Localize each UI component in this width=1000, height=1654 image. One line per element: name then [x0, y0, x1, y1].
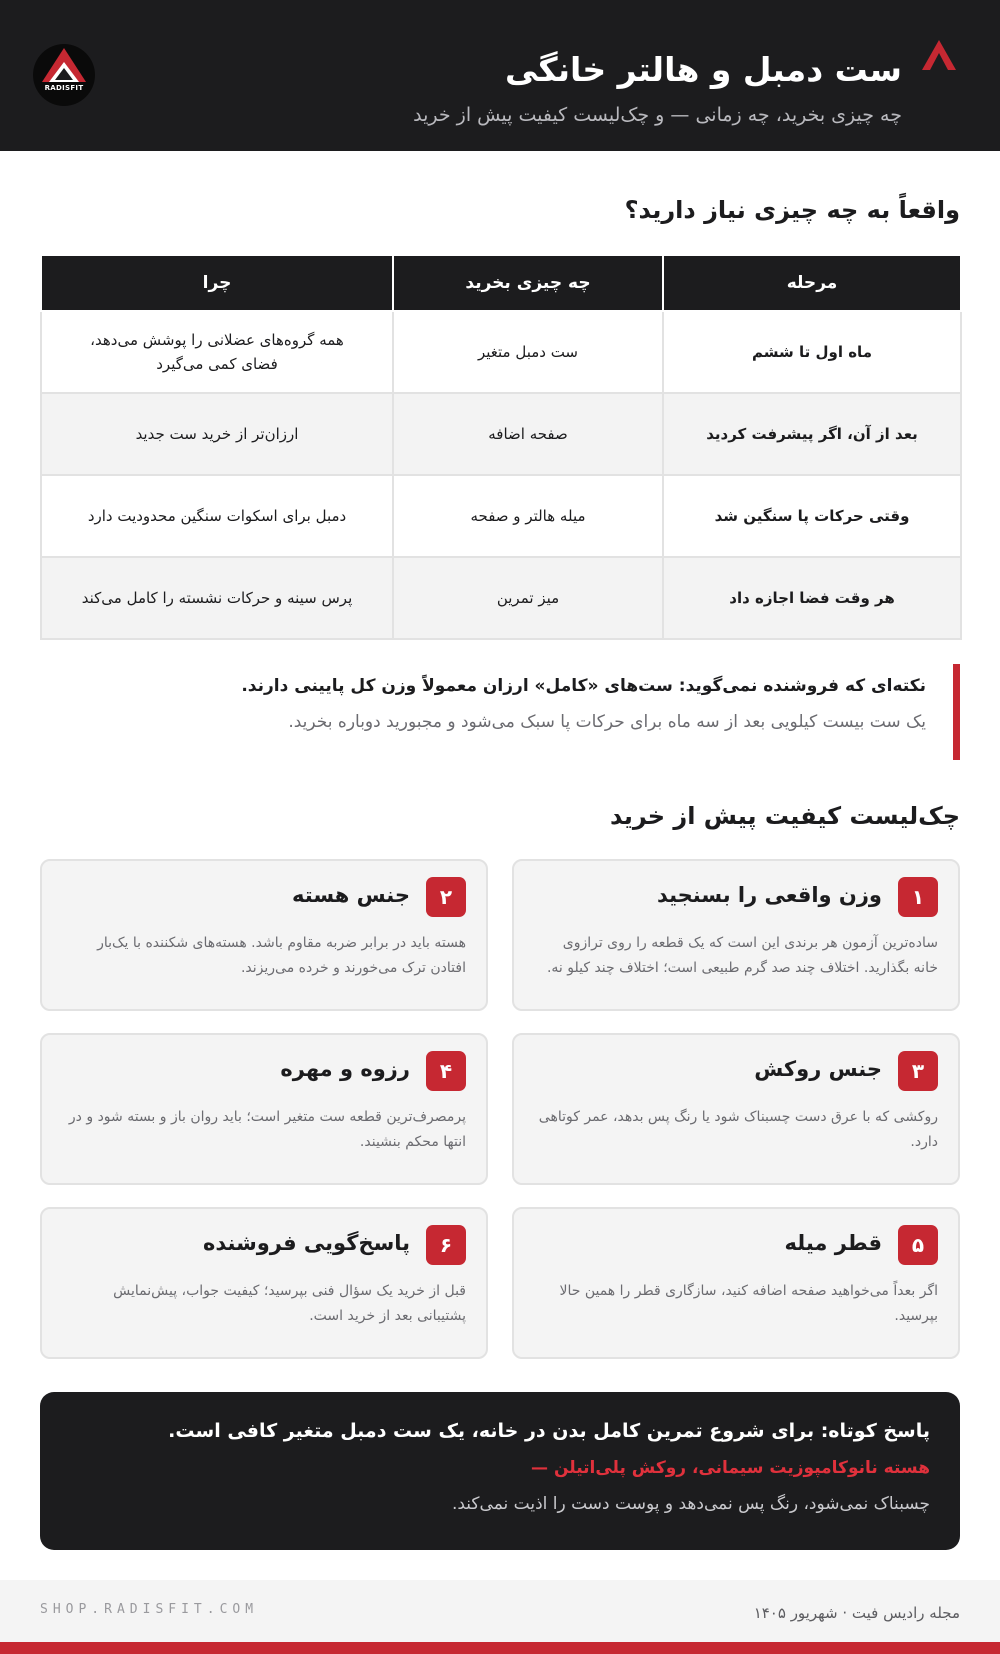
step-number-badge: ۱ — [898, 877, 938, 917]
stage-cell: وقتی حرکات پا سنگین شد — [663, 475, 961, 557]
card-body: روکشی که با عرق دست چسبناک شود یا رنگ پس بدهد، عمر کوتاهی دارد. — [538, 1109, 938, 1150]
step-number-badge: ۵ — [898, 1225, 938, 1265]
page-subtitle: چه چیزی بخرید، چه زمانی — و چک‌لیست کیفیت پیش از خرید — [413, 104, 902, 126]
card-body: پرمصرف‌ترین قطعه ست متغیر است؛ باید روان باز و بسته شود و در انتها محکم بنشیند. — [68, 1109, 466, 1150]
brand-chevron-icon — [922, 40, 956, 74]
step-number-badge: ۴ — [426, 1051, 466, 1091]
seller-note-callout — [40, 664, 960, 760]
bottom-accent-bar — [0, 1642, 1000, 1654]
short-answer-box — [40, 1392, 960, 1550]
card-title: رزوه و مهره — [280, 1057, 410, 1081]
step-number-badge: ۶ — [426, 1225, 466, 1265]
checklist-card — [512, 859, 960, 1011]
stage-cell: هر وقت فضا اجازه داد — [663, 557, 961, 639]
buy-cell: میز تمرین — [393, 557, 663, 639]
logo-mountain-icon — [33, 44, 95, 106]
column-header-stage: مرحله — [663, 255, 961, 311]
answer-body: چسبناک نمی‌شود، رنگ پس نمی‌دهد و پوست دست را اذیت نمی‌کند. — [451, 1494, 930, 1514]
column-header-why: چرا — [41, 255, 393, 311]
table-row — [41, 393, 961, 475]
needs-section-title: واقعاً به چه چیزی نیاز دارید؟ — [624, 196, 960, 224]
note-body: یک ست بیست کیلویی بعد از سه ماه برای حرکات پا سبک می‌شود و مجبورید دوباره بخرید. — [288, 712, 926, 732]
card-title: قطر میله — [784, 1231, 882, 1255]
page-title: ست دمبل و هالتر خانگی — [505, 50, 902, 89]
magazine-issue: مجله رادیس فیت · شهریور ۱۴۰۵ — [753, 1604, 960, 1622]
note-title: نکته‌ای که فروشنده نمی‌گوید: ست‌های «کامل» ارزان معمولاً وزن کل پایینی دارند. — [241, 676, 926, 696]
table-header-row — [41, 255, 961, 311]
answer-highlight: هسته نانوکامپوزیت سیمانی، روکش پلی‌اتیلن — — [531, 1458, 930, 1478]
buy-cell: ست دمبل متغیر — [393, 311, 663, 393]
card-body: هسته باید در برابر ضربه مقاوم باشد. هسته‌های شکننده با یک‌بار افتادن ترک می‌خورند و خرده می‌ریزند. — [97, 935, 466, 976]
checklist-card — [40, 1033, 488, 1185]
buy-cell: صفحه اضافه — [393, 393, 663, 475]
step-number-badge: ۳ — [898, 1051, 938, 1091]
page-footer — [0, 1580, 1000, 1642]
step-number-badge: ۲ — [426, 877, 466, 917]
needs-table — [40, 254, 962, 640]
radisfit-logo[interactable] — [33, 44, 95, 106]
why-cell: همه گروه‌های عضلانی را پوشش می‌دهد، فضای کمی می‌گیرد — [41, 311, 393, 393]
why-cell: دمبل برای اسکوات سنگین محدودیت دارد — [41, 475, 393, 557]
card-body: ساده‌ترین آزمون هر برندی این است که یک قطعه را روی ترازوی خانه بگذارید. اختلاف چند صد گرم طبیعی است؛ اختلاف چند کیلو نه. — [546, 935, 938, 976]
checklist-section-title: چک‌لیست کیفیت پیش از خرید — [609, 802, 960, 830]
page-header — [0, 0, 1000, 151]
checklist-card — [40, 1207, 488, 1359]
card-title: جنس روکش — [754, 1057, 882, 1081]
card-body: قبل از خرید یک سؤال فنی بپرسید؛ کیفیت جواب، پیش‌نمایش پشتیبانی بعد از خرید است. — [113, 1283, 466, 1324]
shop-url-link[interactable]: SHOP.RADISFIT.COM — [40, 1602, 259, 1617]
checklist-card — [512, 1207, 960, 1359]
card-body: اگر بعداً می‌خواهید صفحه اضافه کنید، سازگاری قطر را همین حالا بپرسید. — [559, 1283, 938, 1324]
checklist-card — [512, 1033, 960, 1185]
answer-title: پاسخ کوتاه: برای شروع تمرین کامل بدن در خانه، یک ست دمبل متغیر کافی است. — [168, 1420, 930, 1442]
logo-wordmark: RADISFIT — [44, 84, 84, 92]
why-cell: پرس سینه و حرکات نشسته را کامل می‌کند — [41, 557, 393, 639]
card-title: جنس هسته — [292, 883, 410, 907]
table-row — [41, 557, 961, 639]
stage-cell: بعد از آن، اگر پیشرفت کردید — [663, 393, 961, 475]
column-header-buy: چه چیزی بخرید — [393, 255, 663, 311]
stage-cell: ماه اول تا ششم — [663, 311, 961, 393]
checklist-card — [40, 859, 488, 1011]
table-row — [41, 311, 961, 393]
buy-cell: میله هالتر و صفحه — [393, 475, 663, 557]
card-title: پاسخ‌گویی فروشنده — [203, 1231, 410, 1255]
card-title: وزن واقعی را بسنجید — [656, 883, 882, 907]
why-cell: ارزان‌تر از خرید ست جدید — [41, 393, 393, 475]
table-row — [41, 475, 961, 557]
